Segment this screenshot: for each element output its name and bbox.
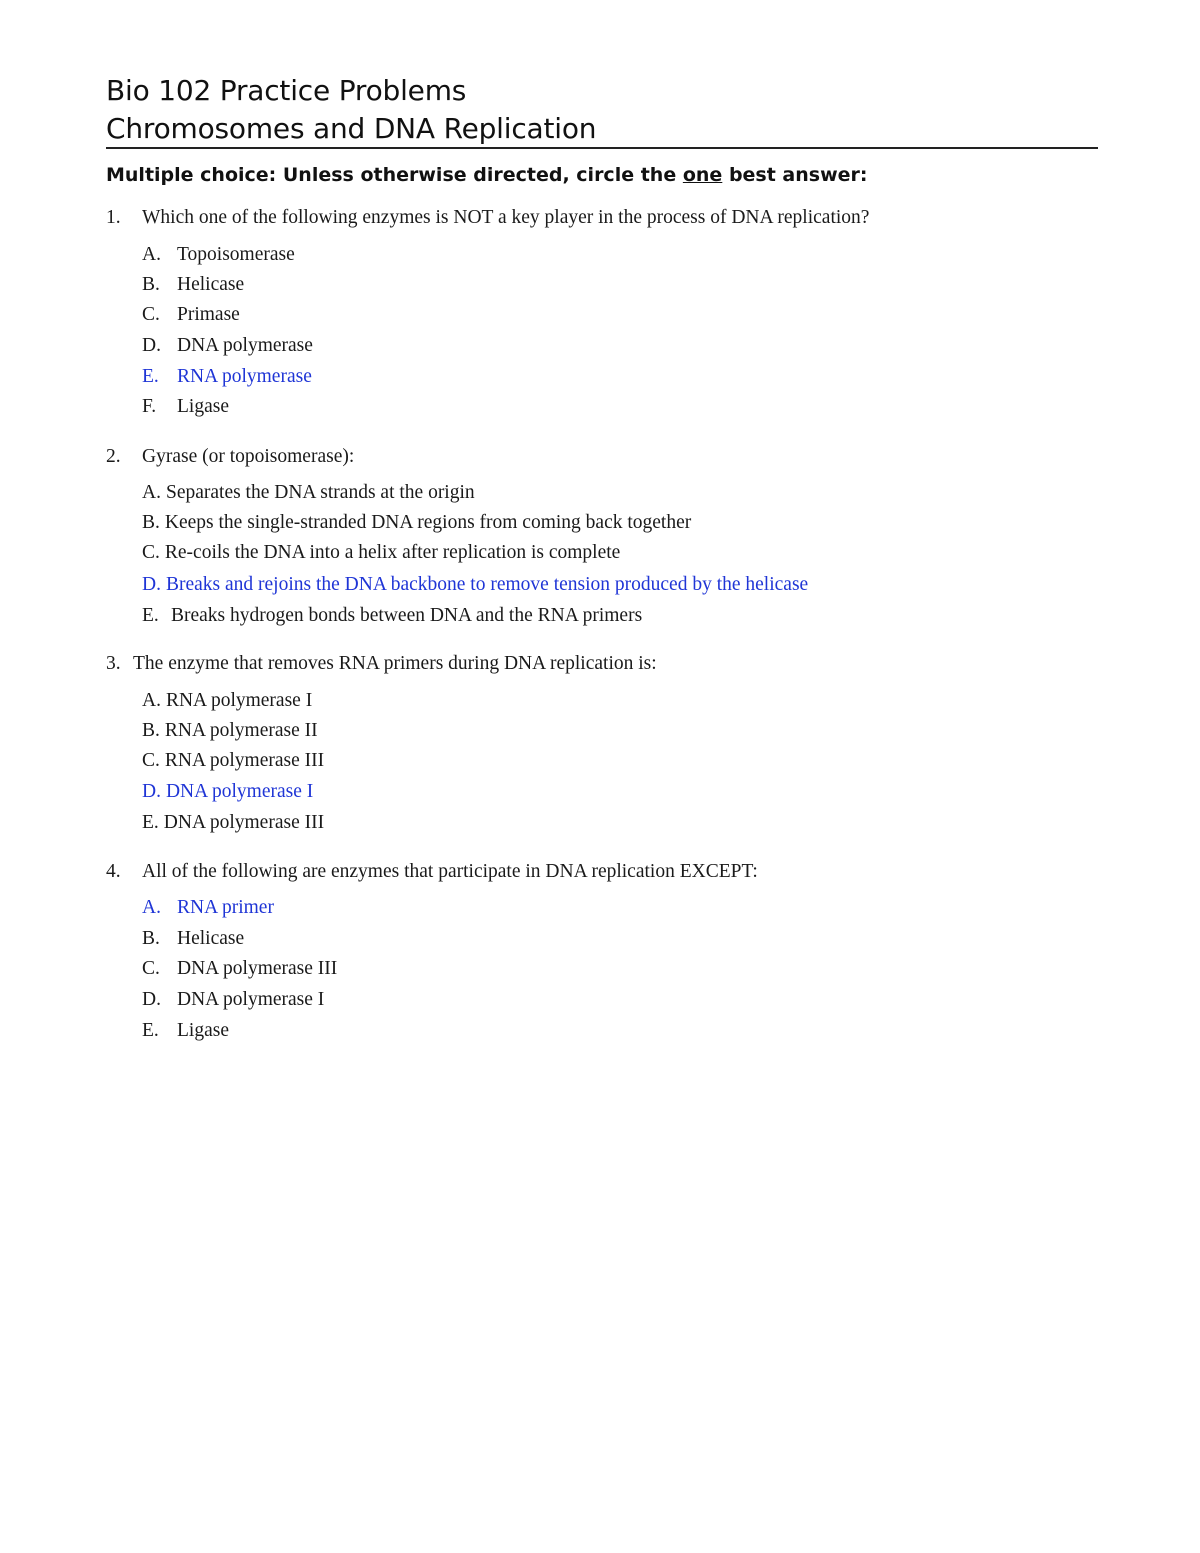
option-text: Breaks hydrogen bonds between DNA and the RNA primers — [171, 605, 643, 626]
instructions-underlined: one — [682, 164, 723, 186]
question-3-option-a — [142, 688, 312, 714]
option-letter: C. — [142, 542, 160, 563]
question-2-option-e — [142, 603, 642, 629]
question-1-option-f — [142, 394, 229, 420]
page-title: Bio 102 Practice Problems — [106, 74, 467, 107]
option-text: RNA polymerase III — [164, 750, 325, 771]
option-letter: C. — [142, 750, 160, 771]
question-2-option-a — [142, 480, 475, 506]
question-3-stem — [106, 651, 657, 677]
option-letter: E. — [142, 605, 159, 626]
question-2-option-d — [142, 572, 808, 598]
option-letter: A. — [142, 897, 161, 918]
instructions — [106, 162, 868, 188]
question-3-option-c — [142, 748, 324, 774]
question-number: 4. — [106, 861, 121, 882]
option-text: RNA polymerase I — [165, 690, 313, 711]
option-text: Separates the DNA strands at the origin — [165, 482, 475, 503]
title-block — [106, 72, 1098, 148]
question-text: All of the following are enzymes that participate in DNA replication EXCEPT: — [142, 861, 758, 882]
option-letter: B. — [142, 274, 160, 295]
option-text: DNA polymerase I — [177, 989, 325, 1010]
option-letter: D. — [142, 781, 161, 802]
option-text: RNA polymerase — [177, 366, 312, 387]
question-number: 3. — [106, 653, 121, 674]
option-text: Keeps the single-stranded DNA regions from coming back together — [164, 512, 692, 533]
option-text: DNA polymerase III — [177, 958, 338, 979]
option-letter: B. — [142, 512, 160, 533]
option-text: RNA polymerase II — [164, 720, 318, 741]
page-subtitle: Chromosomes and DNA Replication — [106, 112, 597, 145]
option-text: DNA polymerase III — [163, 812, 325, 833]
question-1-option-b — [142, 272, 244, 298]
option-letter: C. — [142, 304, 160, 325]
question-text: Gyrase (or topoisomerase): — [142, 446, 355, 467]
option-letter: A. — [142, 690, 161, 711]
option-letter: F. — [142, 396, 157, 417]
instructions-prefix: Multiple choice: Unless otherwise directed, circle the — [106, 164, 677, 186]
option-text: DNA polymerase I — [165, 781, 314, 802]
question-text: The enzyme that removes RNA primers during DNA replication is: — [133, 653, 657, 674]
option-letter: B. — [142, 928, 160, 949]
option-text: DNA polymerase — [177, 335, 313, 356]
option-letter: D. — [142, 989, 161, 1010]
question-2-option-c — [142, 540, 620, 566]
question-4-stem — [106, 859, 758, 885]
question-4-option-a — [142, 895, 274, 921]
question-number: 2. — [106, 446, 121, 467]
option-text: Topoisomerase — [177, 244, 295, 265]
question-3-option-d — [142, 779, 313, 805]
question-1-stem — [106, 205, 869, 231]
question-4-option-b — [142, 926, 244, 952]
question-1-option-a — [142, 242, 295, 268]
instructions-suffix: best answer: — [728, 164, 868, 186]
option-text: Breaks and rejoins the DNA backbone to remove tension produced by the helicase — [165, 574, 809, 595]
option-letter: D. — [142, 574, 161, 595]
option-text: Helicase — [177, 928, 245, 949]
question-3-option-e — [142, 810, 324, 836]
option-text: Re-coils the DNA into a helix after replication is complete — [164, 542, 621, 563]
question-number: 1. — [106, 207, 121, 228]
option-text: RNA primer — [177, 897, 274, 918]
question-2-option-b — [142, 510, 691, 536]
question-1-option-d — [142, 333, 313, 359]
question-4-option-d — [142, 987, 324, 1013]
option-text: Ligase — [177, 1020, 229, 1041]
title-divider — [106, 147, 1098, 149]
option-letter: A. — [142, 244, 161, 265]
question-1-option-c — [142, 302, 240, 328]
option-text: Helicase — [177, 274, 245, 295]
question-1-option-e — [142, 364, 312, 390]
option-letter: D. — [142, 335, 161, 356]
option-letter: C. — [142, 958, 160, 979]
question-text: Which one of the following enzymes is NOT a key player in the process of DNA replication? — [142, 207, 870, 228]
option-text: Primase — [177, 304, 240, 325]
option-text: Ligase — [177, 396, 229, 417]
option-letter: A. — [142, 482, 161, 503]
option-letter: E. — [142, 1020, 159, 1041]
option-letter: E. — [142, 812, 159, 833]
question-4-option-e — [142, 1018, 229, 1044]
question-3-option-b — [142, 718, 318, 744]
option-letter: E. — [142, 366, 159, 387]
question-4-option-c — [142, 956, 337, 982]
option-letter: B. — [142, 720, 160, 741]
question-2-stem — [106, 444, 354, 470]
